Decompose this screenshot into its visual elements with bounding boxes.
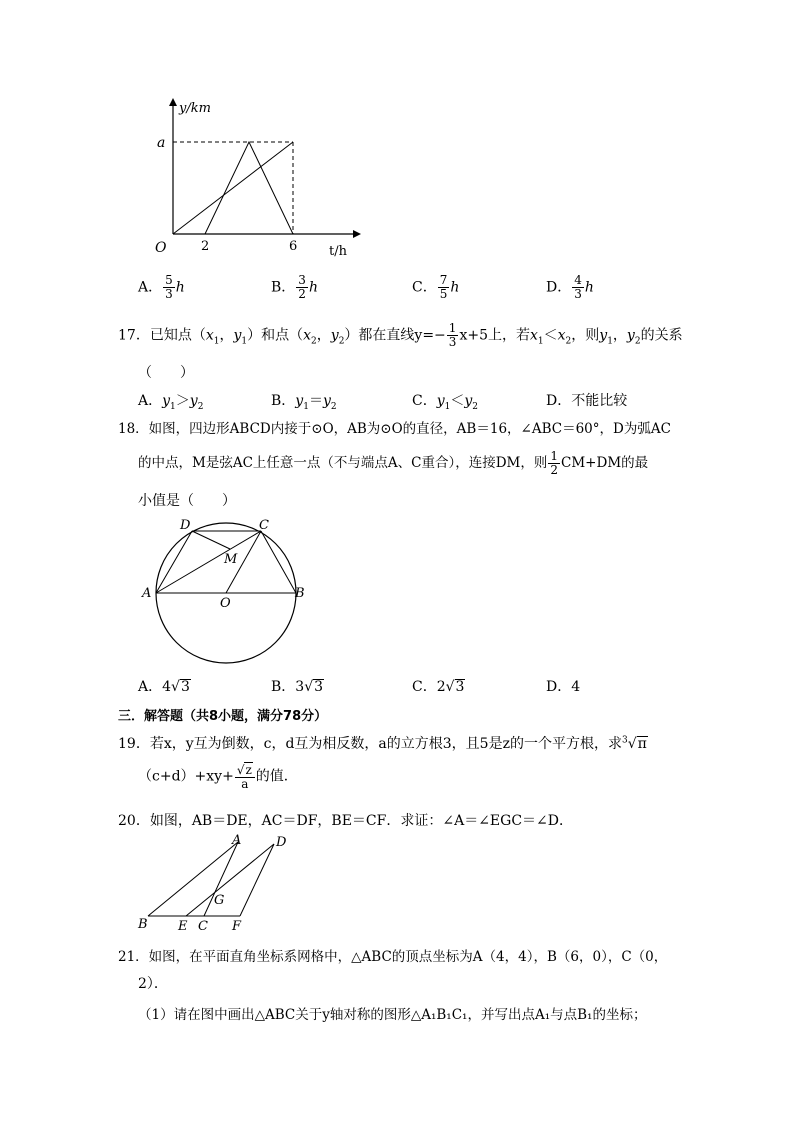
label-c: C — [198, 919, 208, 932]
q17-paren: （ ） — [138, 365, 194, 381]
q16-option-c: C． $\frac{7}{5}$ h — [412, 273, 460, 301]
q18-option-d: D．4 — [546, 679, 581, 695]
q16-option-b: B． $\frac{3}{2}$ h — [271, 273, 318, 301]
label-b: B — [295, 586, 305, 601]
label-e: E — [178, 919, 188, 932]
x-axis-arrow — [353, 230, 361, 238]
q20-stem: 20．如图，AB＝DE，AC＝DF，BE＝CF．求证：∠A＝∠EGC＝∠D． — [118, 813, 573, 829]
a-label: a — [157, 135, 166, 151]
distance-time-graph — [135, 92, 365, 262]
q21-line2: 2）． — [138, 976, 168, 992]
label-b: B — [138, 917, 148, 932]
x-axis-label: t/h — [329, 244, 347, 259]
q19-line1: 19．若x，y互为倒数，c，d互为相反数，a的立方根3，且5是z的一个平方根，求$^3$√π — [118, 735, 647, 752]
label-c: C — [259, 518, 269, 533]
segment-dm — [192, 531, 230, 549]
line-1 — [173, 142, 293, 234]
line-2 — [205, 142, 293, 234]
q21-line1: 21．如图，在平面直角坐标系网格中，△ABC的顶点坐标为A（4，4），B（6，0），C（0， — [118, 949, 668, 965]
q19-line2: （c+d）+xy+ $\frac{√z}{a}$ 的值． — [138, 763, 298, 791]
label-a: A — [142, 586, 152, 601]
q17-option-a: A．$y_1>y_2$ — [138, 393, 204, 412]
side-ad — [156, 531, 192, 593]
q17-stem: 17．已知点（$x_1$，$y_1$）和点（$x_2$，$y_2$）都在直线y=− $\frac{1}{3}$ x+5上，若$x_1<x_2$，则$y_1$，$y_2$的关系 — [118, 321, 683, 349]
q17-option-b: B．$y_1=y_2$ — [271, 393, 337, 412]
y-axis-arrow — [169, 98, 177, 106]
label-d: D — [276, 835, 287, 850]
q16-option-d: D． $\frac{4}{3}$ h — [546, 273, 594, 301]
section-heading: 三．解答题（共8小题，满分78分） — [118, 709, 328, 724]
q18-line2: 的中点，M是弦AC上任意一点（不与端点A、C重合），连接DM，则 $\frac{1}{2}$ CM+DM的最 — [138, 449, 649, 477]
chord-ac — [156, 531, 261, 593]
label-f: F — [232, 919, 242, 932]
tick-2-label: 2 — [201, 239, 210, 254]
label-g: G — [214, 893, 225, 908]
q18-line3: 小值是（ ） — [138, 493, 236, 509]
tick-6-label: 6 — [289, 239, 298, 254]
label-a: A — [232, 833, 242, 848]
q18-option-c: C．2√3 — [412, 679, 465, 695]
label-m: M — [224, 552, 238, 567]
line-df — [240, 844, 274, 916]
q17-option-c: C．$y_1<y_2$ — [412, 393, 479, 412]
q21-line3: （1）请在图中画出△ABC关于y轴对称的图形△A₁B₁C₁，并写出点A₁与点B₁的坐标； — [138, 1007, 647, 1023]
q18-option-b: B．3√3 — [271, 679, 324, 695]
circle-quadrilateral-figure — [138, 515, 318, 670]
q18-option-a: A．4√3 — [138, 679, 190, 695]
label-o: O — [220, 596, 231, 611]
q18-line1: 18．如图，四边形ABCD内接于⊙O，AB为⊙O的直径，AB＝16，∠ABC＝60°，D为弧AC — [118, 421, 671, 437]
q17-option-d: D．不能比较 — [546, 393, 628, 409]
q16-option-a: A． $\frac{5}{3}$ h — [138, 273, 185, 301]
origin-label: O — [155, 240, 167, 256]
label-d: D — [180, 518, 191, 533]
triangles-figure — [136, 832, 296, 932]
y-axis-label: y/km — [179, 101, 211, 116]
side-cb — [261, 531, 296, 593]
line-ba — [148, 842, 238, 916]
line-ed — [186, 844, 274, 916]
